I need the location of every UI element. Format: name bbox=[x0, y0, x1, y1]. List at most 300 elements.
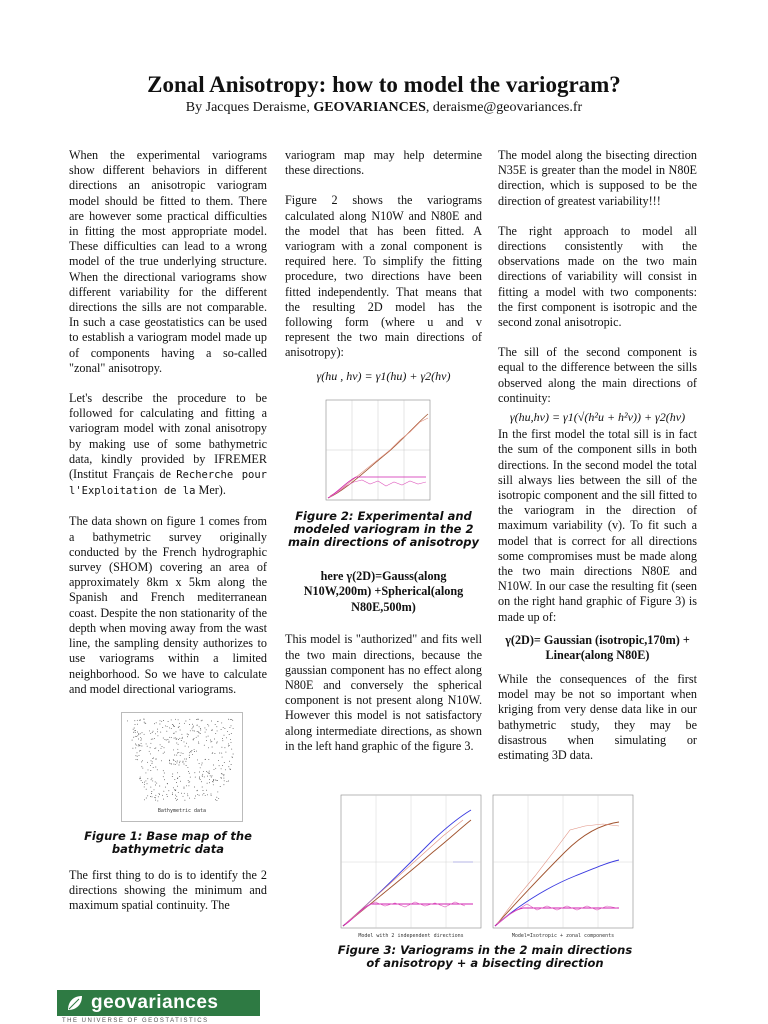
survey-point bbox=[189, 719, 190, 720]
survey-point bbox=[211, 730, 212, 731]
survey-point bbox=[133, 737, 134, 738]
paragraph: Figure 2 shows the variograms calculated along N10W and N80E and the model that has been fitted. A variogram with a zonal component is required here. To simplify the fitting procedure, two directions have been fitted independently. That means that the resulting 2D model has the following form (where u and v represent the two main directions of anisotropy): bbox=[285, 193, 482, 360]
author: By Jacques Deraisme, bbox=[185, 100, 314, 115]
paragraph: While the consequences of the first model may be not so important when kriging from very dense data like in our bathymetric study, they may be disastrous when simulating or estimating 3D data. bbox=[498, 671, 697, 762]
survey-point bbox=[181, 752, 182, 753]
survey-point bbox=[173, 725, 174, 726]
survey-point bbox=[139, 720, 140, 721]
survey-point bbox=[224, 762, 225, 763]
survey-point bbox=[182, 737, 183, 738]
survey-point bbox=[221, 773, 222, 774]
survey-point bbox=[144, 719, 145, 720]
survey-point bbox=[137, 724, 138, 725]
survey-point bbox=[137, 720, 138, 721]
survey-point bbox=[221, 722, 222, 723]
survey-point bbox=[162, 795, 163, 796]
survey-point bbox=[145, 780, 146, 781]
survey-point bbox=[175, 764, 176, 765]
survey-point bbox=[204, 745, 205, 746]
survey-point bbox=[150, 743, 151, 744]
survey-point bbox=[210, 775, 211, 776]
survey-point bbox=[134, 720, 135, 721]
survey-point bbox=[149, 751, 150, 752]
figure-3 bbox=[333, 790, 633, 940]
survey-point bbox=[144, 734, 145, 735]
survey-point bbox=[175, 798, 176, 799]
survey-point bbox=[188, 780, 189, 781]
survey-point bbox=[140, 777, 141, 778]
survey-point bbox=[155, 795, 156, 796]
survey-point bbox=[215, 799, 216, 800]
survey-point bbox=[152, 796, 153, 797]
survey-point bbox=[173, 726, 174, 727]
survey-point bbox=[215, 768, 216, 769]
survey-point bbox=[200, 767, 201, 768]
survey-point bbox=[232, 757, 233, 758]
survey-point bbox=[176, 738, 177, 739]
survey-point bbox=[202, 762, 203, 763]
survey-point bbox=[134, 730, 135, 731]
survey-point bbox=[147, 783, 148, 784]
survey-point bbox=[144, 799, 145, 800]
survey-point bbox=[207, 794, 208, 795]
survey-point bbox=[219, 765, 220, 766]
survey-point bbox=[144, 784, 145, 785]
survey-point bbox=[173, 733, 174, 734]
survey-point bbox=[211, 776, 212, 777]
survey-point bbox=[171, 719, 172, 720]
survey-point bbox=[157, 731, 158, 732]
survey-point bbox=[176, 782, 177, 783]
survey-point bbox=[192, 728, 193, 729]
survey-point bbox=[164, 739, 165, 740]
survey-point bbox=[155, 781, 156, 782]
paragraph: The model along the bisecting direction N35E is greater than the model in N80E direction, which is supposed to be the direction of greatest variability!!! bbox=[498, 148, 697, 208]
fig3-left-label: Model with 2 independent directions bbox=[358, 933, 464, 939]
survey-point bbox=[229, 745, 230, 746]
formula-2: γ(hu,hv) = γ1(√(h²u + h²v)) + γ2(hv) bbox=[509, 410, 686, 425]
survey-point bbox=[216, 800, 217, 801]
survey-point bbox=[201, 781, 202, 782]
survey-point bbox=[150, 796, 151, 797]
survey-point bbox=[192, 724, 193, 725]
survey-point bbox=[197, 719, 198, 720]
survey-point bbox=[186, 785, 187, 786]
survey-point bbox=[159, 794, 160, 795]
survey-point bbox=[194, 751, 195, 752]
variogram-plot-left bbox=[333, 790, 483, 940]
survey-point bbox=[182, 762, 183, 763]
survey-point bbox=[156, 783, 157, 784]
survey-point bbox=[184, 793, 185, 794]
survey-point bbox=[163, 770, 164, 771]
paragraph: Let's describe the procedure to be followed for calculating and fitting a variogram model with zonal anisotropy by making use of some bathymetric data, kindly provided by IFREMER (Institut Français de Recherche pour l'Exploitation de la Mer). bbox=[69, 391, 267, 498]
survey-point bbox=[188, 771, 189, 772]
survey-point bbox=[161, 760, 162, 761]
survey-point bbox=[199, 726, 200, 727]
survey-point bbox=[180, 761, 181, 762]
survey-point bbox=[166, 794, 167, 795]
survey-point bbox=[147, 795, 148, 796]
survey-point bbox=[136, 759, 137, 760]
survey-point bbox=[156, 722, 157, 723]
survey-point bbox=[158, 796, 159, 797]
survey-point bbox=[231, 719, 232, 720]
survey-point bbox=[174, 738, 175, 739]
survey-point bbox=[141, 738, 142, 739]
survey-point bbox=[220, 786, 221, 787]
survey-point bbox=[190, 777, 191, 778]
monospace-fragment: Recherche pour l'Exploitation de la bbox=[69, 469, 267, 498]
survey-point bbox=[233, 728, 234, 729]
survey-point bbox=[207, 724, 208, 725]
survey-point bbox=[146, 743, 147, 744]
survey-point bbox=[142, 760, 143, 761]
survey-point bbox=[206, 736, 207, 737]
survey-point bbox=[137, 731, 138, 732]
survey-point bbox=[154, 748, 155, 749]
survey-point bbox=[213, 764, 214, 765]
survey-point bbox=[133, 729, 134, 730]
survey-point bbox=[155, 766, 156, 767]
survey-point bbox=[212, 729, 213, 730]
survey-point bbox=[179, 738, 180, 739]
author-email: , deraisme@geovariances.fr bbox=[425, 100, 583, 115]
survey-point bbox=[172, 773, 173, 774]
survey-point bbox=[137, 756, 138, 757]
survey-point bbox=[187, 795, 188, 796]
survey-point bbox=[202, 786, 203, 787]
survey-point bbox=[216, 742, 217, 743]
survey-point bbox=[147, 762, 148, 763]
survey-point bbox=[181, 740, 182, 741]
survey-point bbox=[177, 772, 178, 773]
survey-point bbox=[167, 783, 168, 784]
survey-point bbox=[225, 752, 226, 753]
survey-point bbox=[186, 743, 187, 744]
survey-point bbox=[138, 744, 139, 745]
survey-point bbox=[224, 747, 225, 748]
survey-point bbox=[209, 779, 210, 780]
survey-point bbox=[127, 720, 128, 721]
survey-point bbox=[201, 720, 202, 721]
survey-point bbox=[150, 753, 151, 754]
paragraph: The sill of the second component is equal to the difference between the sills observed along the main directions of continuity: bbox=[498, 345, 697, 405]
survey-point bbox=[157, 800, 158, 801]
variogram-plot bbox=[316, 394, 434, 506]
survey-point bbox=[133, 732, 134, 733]
survey-point bbox=[150, 733, 151, 734]
survey-point bbox=[205, 732, 206, 733]
logo-text: geovariances bbox=[91, 992, 219, 1013]
survey-point bbox=[224, 735, 225, 736]
survey-point bbox=[200, 779, 201, 780]
survey-point bbox=[164, 747, 165, 748]
survey-point bbox=[216, 780, 217, 781]
survey-point bbox=[222, 774, 223, 775]
survey-point bbox=[187, 733, 188, 734]
survey-point bbox=[188, 785, 189, 786]
survey-point bbox=[231, 725, 232, 726]
survey-point bbox=[155, 800, 156, 801]
survey-point bbox=[168, 742, 169, 743]
survey-point bbox=[219, 752, 220, 753]
survey-point bbox=[176, 731, 177, 732]
survey-point bbox=[141, 780, 142, 781]
survey-point bbox=[179, 776, 180, 777]
survey-point bbox=[199, 732, 200, 733]
survey-point bbox=[148, 769, 149, 770]
survey-point bbox=[173, 787, 174, 788]
survey-point bbox=[176, 796, 177, 797]
survey-point bbox=[218, 798, 219, 799]
survey-point bbox=[157, 769, 158, 770]
survey-point bbox=[197, 790, 198, 791]
survey-point bbox=[171, 763, 172, 764]
survey-point bbox=[198, 743, 199, 744]
survey-point bbox=[152, 761, 153, 762]
survey-point bbox=[141, 745, 142, 746]
survey-point bbox=[167, 739, 168, 740]
survey-point bbox=[184, 758, 185, 759]
survey-point bbox=[228, 743, 229, 744]
survey-point bbox=[222, 757, 223, 758]
survey-point bbox=[137, 752, 138, 753]
survey-point bbox=[157, 735, 158, 736]
survey-point bbox=[203, 771, 204, 772]
survey-point bbox=[197, 725, 198, 726]
survey-point bbox=[229, 734, 230, 735]
survey-point bbox=[198, 735, 199, 736]
survey-point bbox=[209, 771, 210, 772]
survey-point bbox=[166, 739, 167, 740]
survey-point bbox=[216, 797, 217, 798]
survey-point bbox=[194, 786, 195, 787]
survey-point bbox=[230, 769, 231, 770]
survey-point bbox=[178, 719, 179, 720]
survey-point bbox=[135, 724, 136, 725]
survey-point bbox=[142, 782, 143, 783]
survey-point bbox=[147, 778, 148, 779]
survey-point bbox=[155, 733, 156, 734]
survey-point bbox=[181, 734, 182, 735]
survey-point bbox=[202, 774, 203, 775]
survey-point bbox=[163, 720, 164, 721]
survey-point bbox=[194, 738, 195, 739]
survey-point bbox=[207, 783, 208, 784]
survey-point bbox=[153, 767, 154, 768]
survey-point bbox=[218, 760, 219, 761]
survey-point bbox=[140, 740, 141, 741]
survey-point bbox=[194, 798, 195, 799]
survey-point bbox=[196, 751, 197, 752]
survey-point bbox=[223, 775, 224, 776]
survey-point bbox=[221, 747, 222, 748]
survey-point bbox=[183, 753, 184, 754]
survey-point bbox=[169, 727, 170, 728]
survey-point bbox=[141, 743, 142, 744]
survey-point bbox=[187, 793, 188, 794]
survey-point bbox=[165, 725, 166, 726]
survey-point bbox=[163, 791, 164, 792]
survey-point bbox=[174, 726, 175, 727]
survey-point bbox=[231, 742, 232, 743]
survey-point bbox=[158, 750, 159, 751]
paragraph: The data shown on figure 1 comes from a bathymetric survey originally conducted by the French hydrographic survey (SHOM) covering an area of approximately 8km x 5km along the Spanish and French mediterranean coast. Despite the non stationarity of the depth when moving away from the wast line, the sampling density authorizes to use variograms within a limited neighborhood. So we have to calculate and model directional variograms. bbox=[69, 514, 267, 696]
survey-point bbox=[206, 729, 207, 730]
survey-point bbox=[139, 755, 140, 756]
survey-point bbox=[162, 746, 163, 747]
survey-point bbox=[157, 729, 158, 730]
survey-point bbox=[206, 790, 207, 791]
survey-point bbox=[208, 772, 209, 773]
survey-point bbox=[184, 723, 185, 724]
survey-point bbox=[160, 744, 161, 745]
survey-point bbox=[171, 728, 172, 729]
survey-point bbox=[210, 739, 211, 740]
survey-point bbox=[167, 796, 168, 797]
survey-point bbox=[205, 795, 206, 796]
model-equation-1: here γ(2D)=Gauss(along N10W,200m) +Spherical(along N80E,500m) bbox=[303, 568, 464, 614]
survey-point bbox=[211, 720, 212, 721]
survey-point bbox=[216, 726, 217, 727]
paragraph: In the first model the total sill is in fact the sum of the component sills in both directions. In the second model the total sill always lies between the sill of the isotropic component and the sill fitted to the variogram in the direction of maximum variability (v). To fit such a model that is correct for all directions some compromises must be made along the two main directions N80E and N10W. In our case the resulting fit (seen on the right hand graphic of Figure 3) is made up of: bbox=[498, 427, 697, 624]
survey-point bbox=[188, 782, 189, 783]
survey-point bbox=[169, 760, 170, 761]
figure-3-caption: Figure 3: Variograms in the 2 main directions of anisotropy + a bisecting direction bbox=[337, 943, 633, 970]
survey-point bbox=[204, 776, 205, 777]
survey-point bbox=[179, 726, 180, 727]
survey-point bbox=[189, 781, 190, 782]
survey-point bbox=[226, 737, 227, 738]
survey-point bbox=[135, 736, 136, 737]
survey-point bbox=[169, 763, 170, 764]
byline bbox=[0, 100, 768, 116]
survey-point bbox=[175, 737, 176, 738]
survey-point bbox=[200, 728, 201, 729]
survey-point bbox=[176, 739, 177, 740]
leaf-icon bbox=[65, 993, 85, 1013]
survey-point bbox=[181, 793, 182, 794]
survey-point bbox=[206, 771, 207, 772]
survey-point bbox=[200, 733, 201, 734]
survey-point bbox=[187, 767, 188, 768]
paragraph: When the experimental variograms show different behaviors in different directions an anisotropic variogram model should be fitted to them. There are however some practical difficulties in fitting the most appropriate model. These difficulties can lead to a wrong model of the true underlying structure. When the directional variograms show different variability for the different directions the sills are not comparable. In such a case geostatistics can be used to establish a variogram model made up of components having a so-called "zonal" anisotropy. bbox=[69, 148, 267, 375]
survey-point bbox=[215, 724, 216, 725]
survey-point bbox=[138, 738, 139, 739]
survey-point bbox=[186, 765, 187, 766]
survey-point bbox=[152, 738, 153, 739]
survey-point bbox=[213, 779, 214, 780]
survey-point bbox=[203, 790, 204, 791]
survey-point bbox=[213, 784, 214, 785]
survey-point bbox=[199, 795, 200, 796]
variogram-plot-right bbox=[485, 790, 635, 940]
survey-point bbox=[192, 754, 193, 755]
survey-point bbox=[153, 731, 154, 732]
survey-point bbox=[201, 764, 202, 765]
survey-point bbox=[144, 722, 145, 723]
survey-point bbox=[191, 750, 192, 751]
survey-point bbox=[222, 738, 223, 739]
survey-point bbox=[176, 800, 177, 801]
survey-point bbox=[223, 778, 224, 779]
survey-point bbox=[173, 760, 174, 761]
survey-point bbox=[179, 723, 180, 724]
survey-point bbox=[176, 742, 177, 743]
survey-point bbox=[175, 789, 176, 790]
survey-point bbox=[175, 719, 176, 720]
survey-point bbox=[132, 740, 133, 741]
survey-point bbox=[190, 751, 191, 752]
survey-point bbox=[224, 780, 225, 781]
survey-point bbox=[136, 745, 137, 746]
survey-point bbox=[172, 794, 173, 795]
survey-point bbox=[150, 765, 151, 766]
survey-point bbox=[150, 787, 151, 788]
survey-point bbox=[226, 781, 227, 782]
survey-point bbox=[179, 764, 180, 765]
survey-point bbox=[228, 719, 229, 720]
survey-point bbox=[142, 732, 143, 733]
survey-point bbox=[159, 785, 160, 786]
company-name: GEOVARIANCES bbox=[313, 100, 426, 115]
survey-point bbox=[177, 760, 178, 761]
paper-title: Zonal Anisotropy: how to model the variogram? bbox=[147, 72, 621, 97]
survey-point bbox=[154, 723, 155, 724]
survey-point bbox=[211, 741, 212, 742]
survey-point bbox=[151, 791, 152, 792]
survey-point bbox=[192, 730, 193, 731]
paragraph: This model is "authorized" and fits well the two main directions, because the gaussian component has no effect along N80E and conversely the spherical component is not present along N10W. However this model is not satisfactory along intermediate directions, as shown in the left hand graphic of the figure 3. bbox=[285, 632, 482, 753]
survey-point bbox=[217, 721, 218, 722]
survey-point bbox=[187, 736, 188, 737]
survey-point bbox=[229, 727, 230, 728]
survey-point bbox=[168, 721, 169, 722]
survey-point bbox=[185, 746, 186, 747]
survey-point bbox=[164, 752, 165, 753]
survey-point bbox=[196, 719, 197, 720]
survey-point bbox=[194, 749, 195, 750]
survey-point bbox=[178, 744, 179, 745]
survey-point bbox=[228, 766, 229, 767]
survey-point bbox=[185, 761, 186, 762]
survey-point bbox=[132, 748, 133, 749]
survey-point bbox=[231, 733, 232, 734]
survey-point bbox=[200, 729, 201, 730]
survey-point bbox=[199, 763, 200, 764]
survey-point bbox=[189, 752, 190, 753]
survey-point bbox=[142, 768, 143, 769]
paragraph: The right approach to model all directions consistently with the observations made on the two main directions of variability will consist in fitting a model with two components: the first component is isotropic and the second zonal anisotropic. bbox=[498, 223, 697, 330]
survey-point bbox=[221, 768, 222, 769]
survey-point bbox=[228, 745, 229, 746]
survey-point bbox=[152, 758, 153, 759]
survey-point bbox=[213, 780, 214, 781]
survey-point bbox=[227, 731, 228, 732]
survey-point bbox=[199, 771, 200, 772]
figure-1 bbox=[121, 712, 243, 822]
survey-point bbox=[186, 758, 187, 759]
survey-point bbox=[173, 764, 174, 765]
survey-point bbox=[215, 733, 216, 734]
survey-point bbox=[189, 757, 190, 758]
survey-point bbox=[222, 740, 223, 741]
survey-point bbox=[180, 781, 181, 782]
survey-point bbox=[225, 769, 226, 770]
base-map-label: Bathymetric data bbox=[157, 807, 207, 814]
survey-point bbox=[184, 787, 185, 788]
